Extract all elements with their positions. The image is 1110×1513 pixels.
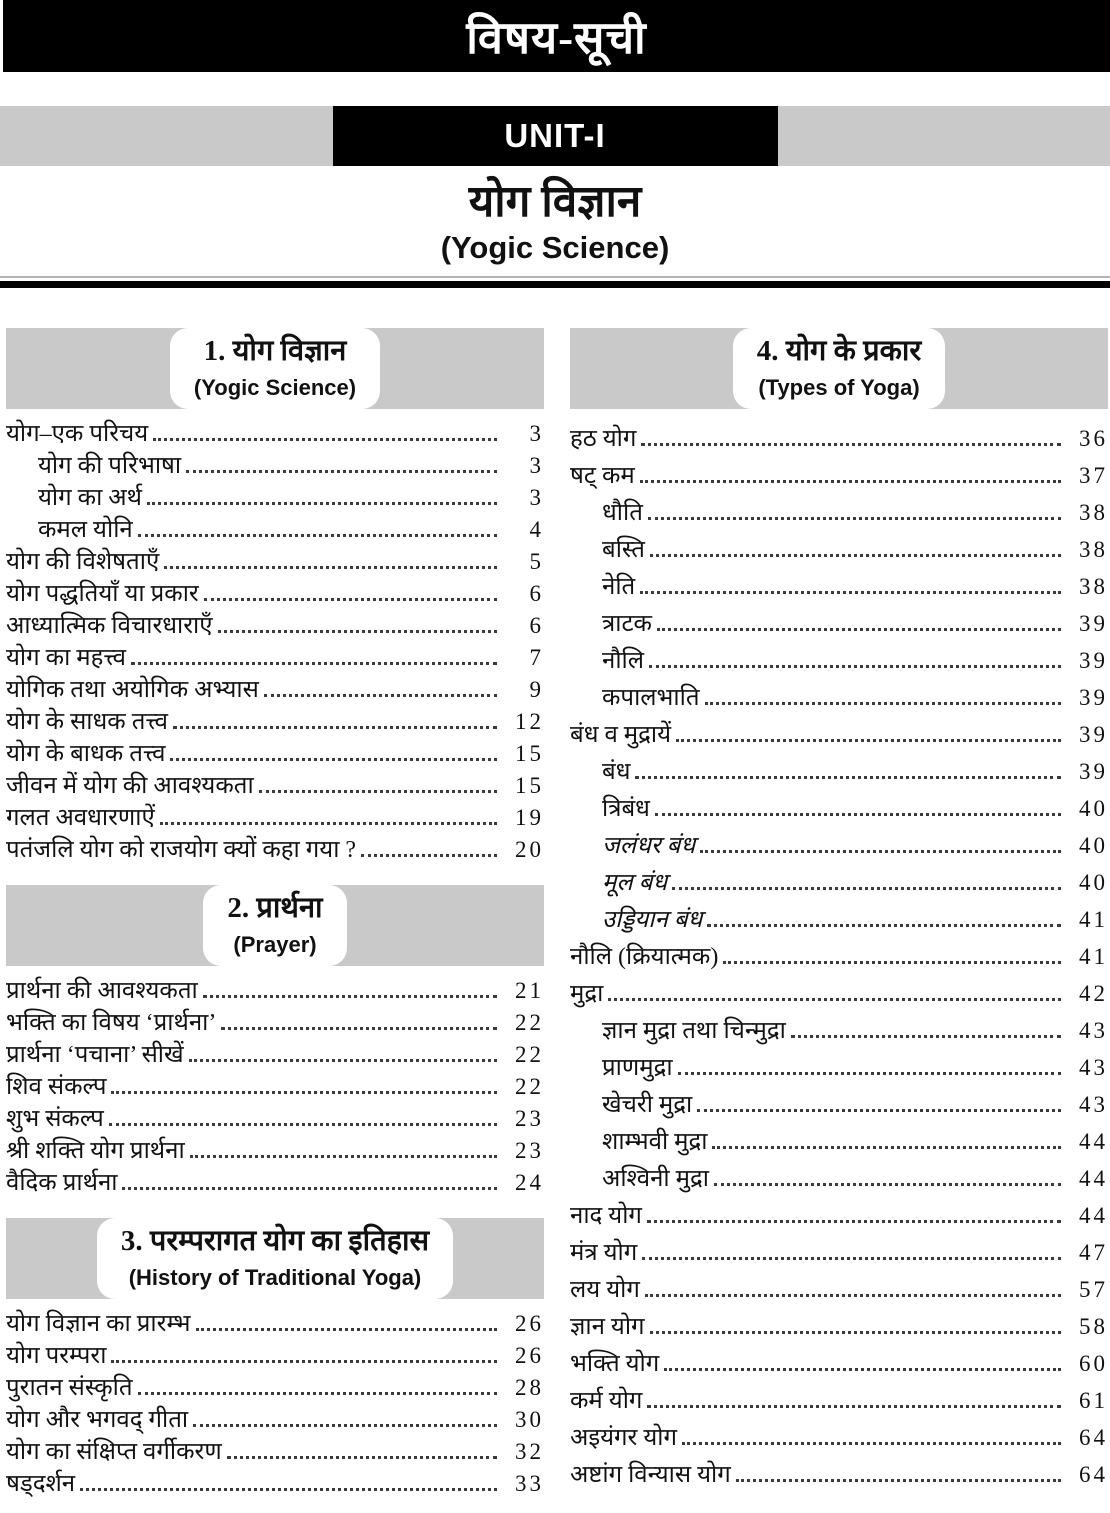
toc-entry xyxy=(6,609,544,641)
dotted-leader xyxy=(712,1146,1061,1149)
dotted-leader xyxy=(700,850,1061,853)
page-number: 3 xyxy=(529,421,544,446)
toc-entry-label: योग–एक परिचय xyxy=(6,421,149,447)
toc-entry xyxy=(570,1231,1108,1268)
toc-entry-label: गलत अवधारणाऐं xyxy=(6,805,155,831)
toc-column-right xyxy=(570,328,1108,1513)
toc-entry xyxy=(6,801,544,833)
page-number: 44 xyxy=(1079,1203,1108,1228)
toc-entry-label: योगिक तथा अयोगिक अभ्यास xyxy=(6,677,259,703)
toc-entry-label: श्री शक्ति योग प्रार्थना xyxy=(6,1138,185,1164)
toc-entry xyxy=(6,1102,544,1134)
toc-entry-label: बस्ति xyxy=(602,537,645,563)
section-title-english: (Yogic Science) xyxy=(193,375,357,400)
dotted-leader xyxy=(676,739,1061,742)
dotted-leader xyxy=(80,1488,497,1491)
toc-entry-label: योग पद्धतियाँ या प्रकार xyxy=(6,581,199,607)
toc-entry xyxy=(570,1157,1108,1194)
page-number: 15 xyxy=(515,773,544,798)
toc-entry xyxy=(6,737,544,769)
toc-entry xyxy=(6,1166,544,1198)
section-title-english: (Types of Yoga) xyxy=(758,375,920,400)
toc-entry-label: जलंधर बंध xyxy=(602,833,696,859)
page-number: 6 xyxy=(529,613,544,638)
page-number: 39 xyxy=(1079,648,1108,673)
toc-entry xyxy=(570,491,1108,528)
unit-title-english: (Yogic Science) xyxy=(440,230,670,265)
toc-entry-label: मूल बंध xyxy=(602,870,668,896)
toc-entry-label: योग के साधक तत्त्व xyxy=(6,709,168,735)
dotted-leader xyxy=(642,1257,1061,1260)
dotted-leader xyxy=(122,1187,497,1190)
page-number: 3 xyxy=(529,453,544,478)
toc-entry xyxy=(570,1416,1108,1453)
dotted-leader xyxy=(138,534,497,537)
page-number: 39 xyxy=(1079,759,1108,784)
toc-entry-label: अश्विनी मुद्रा xyxy=(602,1166,709,1192)
dotted-leader xyxy=(111,1360,497,1363)
dotted-leader xyxy=(138,1392,497,1395)
dotted-leader xyxy=(111,1091,497,1094)
page-number: 47 xyxy=(1079,1240,1108,1265)
section-title-english: (History of Traditional Yoga) xyxy=(128,1265,422,1290)
toc-entry xyxy=(6,1307,544,1339)
dotted-leader xyxy=(714,1183,1061,1186)
toc-entry xyxy=(6,833,544,865)
toc-entry xyxy=(570,1046,1108,1083)
dotted-leader xyxy=(645,1294,1061,1297)
toc-entry xyxy=(570,1268,1108,1305)
toc-entry-label: योग और भगवद् गीता xyxy=(6,1407,189,1433)
dotted-leader xyxy=(640,591,1061,594)
page-number: 24 xyxy=(515,1170,544,1195)
toc-entry xyxy=(570,750,1108,787)
toc-entry xyxy=(6,513,544,545)
toc-entry xyxy=(570,454,1108,491)
page-number: 23 xyxy=(515,1106,544,1131)
dotted-leader xyxy=(641,443,1061,446)
toc-entry-label: पतंजलि योग को राजयोग क्यों कहा गया ? xyxy=(6,837,357,863)
toc-entry-label: नौलि xyxy=(602,648,645,674)
toc-entry xyxy=(6,1403,544,1435)
toc-entry-label: कपालभाति xyxy=(602,685,700,711)
unit-label: UNIT-I xyxy=(504,117,606,154)
page-number: 4 xyxy=(529,517,544,542)
page-number: 64 xyxy=(1079,1462,1108,1487)
toc-entry xyxy=(570,1379,1108,1416)
toc-entry-label: पुरातन संस्कृति xyxy=(6,1375,133,1401)
section-header-box xyxy=(203,885,346,966)
toc-section xyxy=(6,1218,544,1499)
dotted-leader xyxy=(705,702,1061,705)
page-number: 41 xyxy=(1079,944,1108,969)
page-number: 9 xyxy=(529,677,544,702)
page-number: 43 xyxy=(1079,1092,1108,1117)
dotted-leader xyxy=(648,517,1061,520)
section-entries xyxy=(570,417,1108,1490)
toc-entry-label: वैदिक प्रार्थना xyxy=(6,1170,118,1196)
toc-entry-label: लय योग xyxy=(570,1277,640,1303)
toc-entry xyxy=(6,1339,544,1371)
toc-entry xyxy=(6,1371,544,1403)
dotted-leader xyxy=(193,1424,497,1427)
toc-entry-label: शुभ संकल्प xyxy=(6,1106,104,1132)
dotted-leader xyxy=(227,1456,497,1459)
dotted-leader xyxy=(264,694,497,697)
dotted-leader xyxy=(655,813,1061,816)
page-number: 38 xyxy=(1079,574,1108,599)
dotted-leader xyxy=(170,758,497,761)
dotted-leader xyxy=(697,1109,1061,1112)
toc-entry-label: प्रार्थना ‘पचाना’ सीखें xyxy=(6,1042,184,1068)
toc-entry-label: योग के बाधक तत्त्व xyxy=(6,741,166,767)
toc-entry-label: त्रिबंध xyxy=(602,796,650,822)
dotted-leader xyxy=(682,1442,1061,1445)
toc-entry-label: योग की परिभाषा xyxy=(38,453,182,479)
toc-entry xyxy=(570,787,1108,824)
dotted-leader xyxy=(109,1123,497,1126)
toc-entry xyxy=(570,639,1108,676)
toc-entry xyxy=(6,481,544,513)
page-number: 58 xyxy=(1079,1314,1108,1339)
toc-entry-label: मंत्र योग xyxy=(570,1240,638,1266)
toc-entry xyxy=(570,972,1108,1009)
dotted-leader xyxy=(204,598,497,601)
dotted-leader xyxy=(189,1059,497,1062)
page-number: 23 xyxy=(515,1138,544,1163)
page-number: 7 xyxy=(529,645,544,670)
section-entries xyxy=(6,1307,544,1499)
toc-entry xyxy=(6,1070,544,1102)
toc-entry xyxy=(6,1467,544,1499)
toc-entry xyxy=(6,1134,544,1166)
page-number: 21 xyxy=(515,978,544,1003)
toc-entry-label: ज्ञान योग xyxy=(570,1314,645,1340)
toc-entry xyxy=(570,1120,1108,1157)
dotted-leader xyxy=(203,995,497,998)
page-number: 3 xyxy=(529,485,544,510)
page-number: 19 xyxy=(515,805,544,830)
toc-entry xyxy=(6,1006,544,1038)
dotted-leader xyxy=(736,1479,1061,1482)
page-number: 41 xyxy=(1079,907,1108,932)
toc-entry-label: बंध व मुद्रायें xyxy=(570,722,672,748)
section-header-box xyxy=(170,328,380,409)
toc-entry-label: कर्म योग xyxy=(570,1388,643,1414)
toc-column-left xyxy=(6,328,544,1513)
toc-section xyxy=(570,328,1108,1490)
page-number: 22 xyxy=(515,1010,544,1035)
toc-entry xyxy=(570,1009,1108,1046)
dotted-leader xyxy=(361,854,497,857)
page-number: 39 xyxy=(1079,611,1108,636)
page-number: 28 xyxy=(515,1375,544,1400)
section-title-english: (Prayer) xyxy=(233,932,317,957)
toc-entry xyxy=(6,545,544,577)
unit-label-box xyxy=(333,106,778,166)
page-number: 5 xyxy=(529,549,544,574)
page-number: 22 xyxy=(515,1074,544,1099)
section-title-hindi: 2. प्रार्थना xyxy=(227,892,323,924)
toc-entry-label: मुद्रा xyxy=(570,981,604,1007)
page-number: 39 xyxy=(1079,722,1108,747)
dotted-leader xyxy=(196,1328,497,1331)
page-number: 12 xyxy=(515,709,544,734)
toc-entry-label: योग का महत्त्व xyxy=(6,645,126,671)
toc-entry-label: शाम्भवी मुद्रा xyxy=(602,1129,708,1155)
toc-entry xyxy=(570,713,1108,750)
toc-entry xyxy=(570,676,1108,713)
page-number: 38 xyxy=(1079,537,1108,562)
toc-entry-label: ज्ञान मुद्रा तथा चिन्मुद्रा xyxy=(602,1018,786,1044)
toc-entry xyxy=(6,705,544,737)
toc-entry xyxy=(570,861,1108,898)
toc-entry-label: षट् कम xyxy=(570,463,635,489)
dotted-leader xyxy=(723,961,1061,964)
toc-entry xyxy=(570,1305,1108,1342)
page-number: 44 xyxy=(1079,1129,1108,1154)
dotted-leader xyxy=(221,1027,497,1030)
dotted-leader xyxy=(186,470,497,473)
page-number: 15 xyxy=(515,741,544,766)
toc-entry-label: नौलि (क्रियात्मक) xyxy=(570,944,719,970)
toc-entry xyxy=(6,577,544,609)
toc-entry xyxy=(570,1342,1108,1379)
toc-entry-label: प्रार्थना की आवश्यकता xyxy=(6,978,198,1004)
toc-entry-label: बंध xyxy=(602,759,631,785)
page-number: 60 xyxy=(1079,1351,1108,1376)
section-header xyxy=(6,328,544,409)
toc-entry xyxy=(6,641,544,673)
section-header-box xyxy=(97,1218,453,1299)
dotted-leader xyxy=(635,776,1061,779)
dotted-leader xyxy=(707,924,1061,927)
toc-entry xyxy=(570,417,1108,454)
section-title-hindi: 3. परम्परागत योग का इतिहास xyxy=(120,1225,430,1257)
page-number: 43 xyxy=(1079,1018,1108,1043)
dotted-leader xyxy=(190,1155,497,1158)
page-number: 36 xyxy=(1079,426,1108,451)
dotted-leader xyxy=(647,1405,1061,1408)
toc-entry-label: योग विज्ञान का प्रारम्भ xyxy=(6,1311,191,1337)
toc-entry-label: योग परम्परा xyxy=(6,1343,107,1369)
section-header xyxy=(570,328,1108,409)
page-title: विषय-सूची xyxy=(466,12,647,63)
toc-content xyxy=(0,328,1110,1513)
toc-entry xyxy=(570,898,1108,935)
toc-entry-label: षड्दर्शन xyxy=(6,1471,76,1497)
page-number: 44 xyxy=(1079,1166,1108,1191)
page-number: 38 xyxy=(1079,500,1108,525)
dotted-leader xyxy=(640,480,1061,483)
page-number: 40 xyxy=(1079,796,1108,821)
dotted-leader xyxy=(649,665,1061,668)
toc-entry xyxy=(570,1194,1108,1231)
page-number: 64 xyxy=(1079,1425,1108,1450)
toc-section xyxy=(6,328,544,865)
page-header-banner xyxy=(3,0,1110,72)
toc-entry-label: त्राटक xyxy=(602,611,652,637)
page-number: 42 xyxy=(1079,981,1108,1006)
toc-entry-label: हठ योग xyxy=(570,426,637,452)
toc-entry-label: खेचरी मुद्रा xyxy=(602,1092,693,1118)
dotted-leader xyxy=(147,502,497,505)
toc-entry-label: अइयंगर योग xyxy=(570,1425,678,1451)
divider-thin-line xyxy=(0,276,1110,278)
section-header xyxy=(6,885,544,966)
section-title-hindi: 1. योग विज्ञान xyxy=(203,335,347,367)
toc-entry xyxy=(570,565,1108,602)
toc-entry xyxy=(570,935,1108,972)
divider-thick-line xyxy=(0,281,1110,288)
toc-section xyxy=(6,885,544,1198)
toc-entry-label: प्राणमुद्रा xyxy=(602,1055,673,1081)
toc-entry xyxy=(570,528,1108,565)
dotted-leader xyxy=(647,1220,1061,1223)
toc-entry xyxy=(6,769,544,801)
toc-entry-label: जीवन में योग की आवश्यकता xyxy=(6,773,254,799)
section-entries xyxy=(6,974,544,1198)
dotted-leader xyxy=(657,628,1061,631)
section-title-hindi: 4. योग के प्रकार xyxy=(756,335,922,367)
page-number: 22 xyxy=(515,1042,544,1067)
toc-entry-label: कमल योनि xyxy=(38,517,133,543)
toc-entry xyxy=(570,824,1108,861)
dotted-leader xyxy=(650,554,1061,557)
toc-entry-label: धौति xyxy=(602,500,643,526)
page-number: 40 xyxy=(1079,870,1108,895)
toc-entry-label: शिव संकल्प xyxy=(6,1074,107,1100)
unit-band xyxy=(0,106,1110,166)
toc-entry-label: उड्डियान बंध xyxy=(602,907,703,933)
dotted-leader xyxy=(259,790,497,793)
toc-entry-label: भक्ति का विषय ‘प्रार्थना’ xyxy=(6,1010,217,1036)
page-number: 43 xyxy=(1079,1055,1108,1080)
page-number: 6 xyxy=(529,581,544,606)
page-number: 20 xyxy=(515,837,544,862)
toc-entry xyxy=(570,1453,1108,1490)
section-header-box xyxy=(733,328,946,409)
page-number: 61 xyxy=(1079,1388,1108,1413)
toc-entry xyxy=(6,1038,544,1070)
toc-entry xyxy=(6,974,544,1006)
dotted-leader xyxy=(608,998,1061,1001)
dotted-leader xyxy=(678,1072,1061,1075)
divider-double-rule xyxy=(0,276,1110,288)
page-number: 40 xyxy=(1079,833,1108,858)
toc-entry-label: नेति xyxy=(602,574,636,600)
toc-entry xyxy=(6,1435,544,1467)
dotted-leader xyxy=(173,726,497,729)
dotted-leader xyxy=(218,630,497,633)
page-number: 33 xyxy=(515,1471,544,1496)
dotted-leader xyxy=(664,1368,1061,1371)
unit-title-hindi: योग विज्ञान xyxy=(468,177,642,226)
page-number: 39 xyxy=(1079,685,1108,710)
toc-entry-label: योग का संक्षिप्त वर्गीकरण xyxy=(6,1439,222,1465)
page-number: 37 xyxy=(1079,463,1108,488)
dotted-leader xyxy=(791,1035,1061,1038)
dotted-leader xyxy=(672,887,1061,890)
toc-entry xyxy=(570,602,1108,639)
page-number: 26 xyxy=(515,1311,544,1336)
page-number: 57 xyxy=(1079,1277,1108,1302)
page-number: 30 xyxy=(515,1407,544,1432)
dotted-leader xyxy=(131,662,497,665)
section-header xyxy=(6,1218,544,1299)
section-entries xyxy=(6,417,544,865)
dotted-leader xyxy=(164,566,497,569)
page-number: 26 xyxy=(515,1343,544,1368)
toc-entry-label: अष्टांग विन्यास योग xyxy=(570,1462,731,1488)
toc-entry xyxy=(6,449,544,481)
dotted-leader xyxy=(160,822,497,825)
toc-entry-label: योग की विशेषताएँ xyxy=(6,549,160,575)
toc-entry-label: आध्यात्मिक विचारधाराएँ xyxy=(6,613,213,639)
dotted-leader xyxy=(650,1331,1061,1334)
toc-entry-label: नाद योग xyxy=(570,1203,642,1229)
toc-entry xyxy=(6,417,544,449)
toc-entry-label: योग का अर्थ xyxy=(38,485,142,511)
dotted-leader xyxy=(153,438,497,441)
toc-entry xyxy=(570,1083,1108,1120)
toc-entry xyxy=(6,673,544,705)
toc-entry-label: भक्ति योग xyxy=(570,1351,660,1377)
page-number: 32 xyxy=(515,1439,544,1464)
